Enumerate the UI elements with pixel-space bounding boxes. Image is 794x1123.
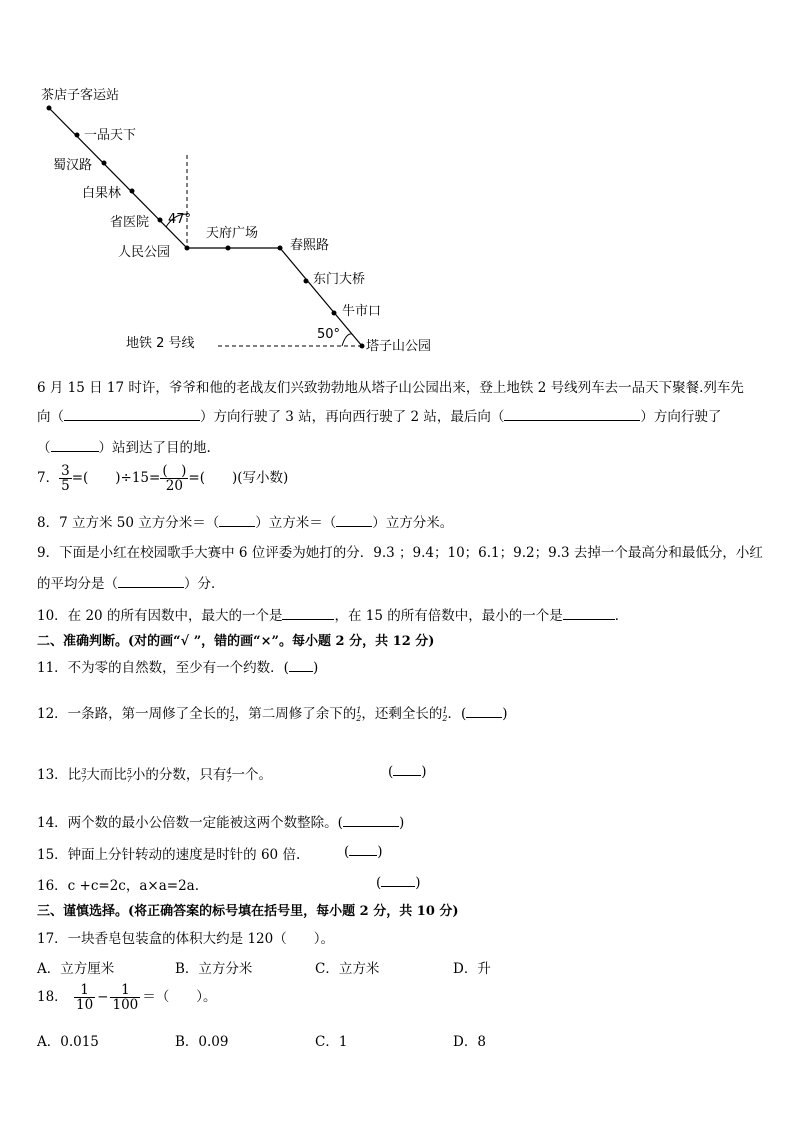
q8: 8．7 立方米 50 立方分米＝（ ）立方米＝（ ）立方分米。 — [37, 515, 454, 531]
q13: 13．比 3 7 大而比 5 7 小的分数，只有 4 7 一个。 — [37, 766, 272, 784]
q18-option-a[interactable]: A．0.015 — [37, 1034, 99, 1050]
q17-option-b[interactable]: B．立方分米 — [175, 961, 253, 977]
section3-title: 三、谨慎选择。(将正确答案的标号填在括号里，每小题 2 分，共 10 分) — [37, 904, 459, 919]
q17-option-c[interactable]: C．立方米 — [315, 961, 380, 977]
q9-line2: 的平均分是（ ）分． — [37, 576, 225, 592]
q13-blank[interactable] — [393, 763, 421, 776]
label-shengyiyuan: 省医院 — [110, 215, 150, 230]
q8-blank1[interactable] — [219, 514, 255, 527]
dot-shengyiyuan — [158, 218, 163, 223]
q9-blank[interactable] — [118, 575, 184, 588]
q18-option-c[interactable]: C．1 — [315, 1034, 348, 1050]
label-shuhan: 蜀汉路 — [53, 158, 93, 173]
angle-arc-50 — [342, 334, 352, 346]
q14: 14．两个数的最小公倍数一定能被这两个数整除。( ) — [37, 815, 405, 831]
q9-line1: 9．下面是小红在校园歌手大赛中 6 位评委为她打的分．9.3 ；9.4；10；6.1；9.2；9.3 去掉一个最高分和最低分，小红 — [37, 545, 763, 561]
q13-answer: ( ) — [388, 764, 427, 780]
label-renmin: 人民公园 — [118, 245, 171, 260]
q8-blank2[interactable] — [336, 514, 372, 527]
q15-answer: ( ) — [344, 844, 383, 860]
label-baiguolin: 白果林 — [82, 186, 122, 201]
dot-shuhan — [102, 161, 107, 166]
label-chadianzi: 茶店子客运站 — [41, 88, 120, 103]
label-tazishan: 塔子山公园 — [366, 339, 432, 354]
dot-niushikou — [332, 311, 337, 316]
q11: 11．不为零的自然数，至少有一个约数．( ) — [37, 660, 319, 676]
q11-blank[interactable] — [289, 659, 313, 672]
label-niushikou: 牛市口 — [342, 304, 382, 319]
q10: 10．在 20 的所有因数中，最大的一个是 ，在 15 的所有倍数中，最小的一个是 ． — [37, 608, 629, 624]
q16-blank[interactable] — [381, 874, 415, 887]
dot-chunxi — [278, 246, 283, 251]
dot-tianfu — [226, 246, 231, 251]
dot-dongmen — [304, 279, 309, 284]
dot-baiguolin — [130, 189, 135, 194]
q16: 16．c +c=2c，a×a=2a. — [37, 878, 200, 894]
label-angle2: 50° — [317, 327, 341, 342]
q15: 15．钟面上分针转动的速度是时针的 60 倍. — [37, 847, 301, 863]
label-dongmen: 东门大桥 — [313, 272, 366, 287]
q6-line1: 6 月 15 日 17 时许，爷爷和他的老战友们兴致勃勃地从塔子山公园出来，登上地铁 2 号线列车去一品天下聚餐.列车先 — [37, 380, 744, 396]
label-yipin: 一品天下 — [84, 128, 137, 143]
q6-line3: （ ）站到达了目的地. — [37, 440, 211, 456]
label-tianfu: 天府广场 — [206, 226, 259, 241]
dot-chadianzi — [47, 106, 52, 111]
q14-blank[interactable] — [343, 814, 399, 827]
q6-line2: 向（ ）方向行驶了 3 站，再向西行驶了 2 站，最后向（ ）方向行驶了 — [37, 409, 722, 425]
q10-blank1[interactable] — [282, 607, 334, 620]
q17-option-a[interactable]: A．立方厘米 — [37, 961, 115, 977]
q18: 18． $\frac{1}{10}$ − $\frac{1}{100}$ ＝（ ）。 — [37, 982, 217, 1014]
q18-option-d[interactable]: D．8 — [453, 1034, 486, 1050]
q17-option-d[interactable]: D．升 — [453, 961, 491, 977]
q10-blank2[interactable] — [563, 607, 615, 620]
dot-tazishan — [360, 344, 365, 349]
q16-answer: ( ) — [376, 875, 421, 891]
subway-map — [0, 0, 794, 360]
q6-blank2[interactable] — [504, 408, 640, 421]
q15-blank[interactable] — [349, 843, 377, 856]
q6-blank1[interactable] — [64, 408, 200, 421]
q12: 12．一条路，第一周修了全长的 1 2 ，第二周修了余下的 1 2 ，还剩全长的 1 2 ．( ) — [37, 705, 508, 723]
dot-renmin — [185, 246, 190, 251]
section2-title: 二、准确判断。(对的画“√ ”，错的画“×”。每小题 2 分，共 12 分) — [37, 634, 435, 649]
q6-blank3[interactable] — [51, 439, 99, 452]
q18-option-b[interactable]: B．0.09 — [175, 1034, 229, 1050]
q7: 7． $\frac{3}{5}$ =( )÷15= $\frac{( )}{20}$ =( )(写小数) — [37, 463, 289, 495]
label-line: 地铁 2 号线 — [126, 336, 195, 351]
q12-blank[interactable] — [466, 705, 502, 718]
dot-yipin — [75, 133, 80, 138]
q17: 17．一块香皂包装盒的体积大约是 120（ ）。 — [37, 931, 334, 947]
label-angle1: 47° — [168, 212, 192, 227]
label-chunxi: 春熙路 — [290, 238, 330, 253]
